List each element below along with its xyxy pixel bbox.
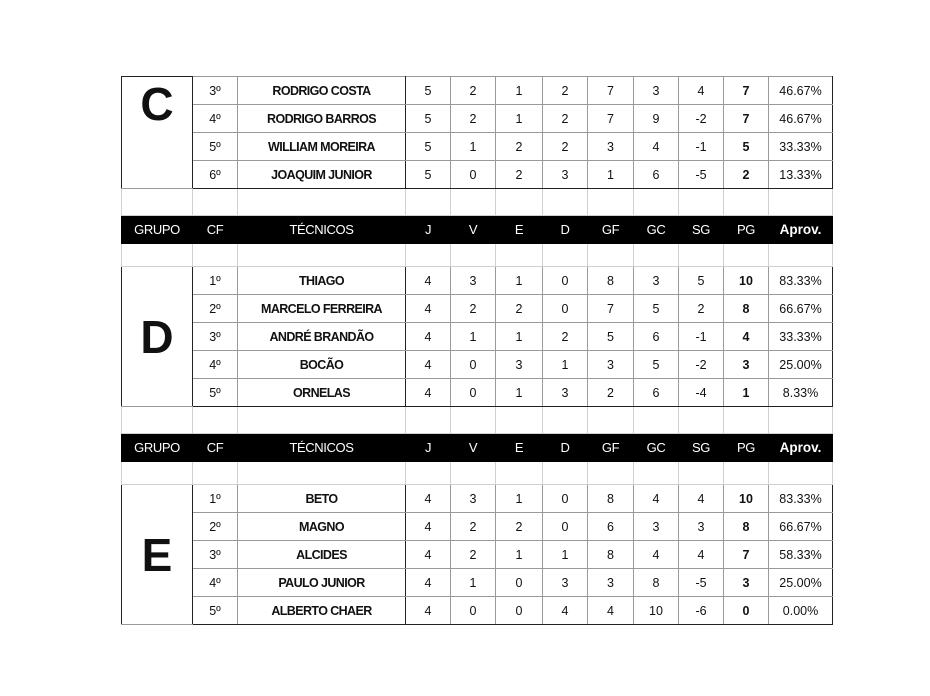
cell-aprov: 13.33%	[769, 161, 833, 189]
cell-name: MAGNO	[238, 513, 406, 541]
cell-pg: 1	[724, 379, 769, 407]
cell-pg: 3	[724, 351, 769, 379]
cell-cf: 3º	[193, 77, 238, 105]
cell-j: 4	[406, 541, 451, 569]
cell-sg: -1	[679, 133, 724, 161]
cell-j: 5	[406, 77, 451, 105]
cell-name: ANDRÉ BRANDÃO	[238, 323, 406, 351]
header-tecnicos: TÉCNICOS	[238, 216, 406, 244]
cell-cf: 4º	[193, 569, 238, 597]
cell-d: 3	[543, 161, 588, 189]
spacer-row	[122, 244, 833, 267]
cell-j: 4	[406, 513, 451, 541]
cell-sg: 4	[679, 77, 724, 105]
table-row	[122, 267, 833, 295]
cell-gf: 5	[588, 323, 634, 351]
header-v: V	[451, 434, 496, 462]
cell-gf: 8	[588, 267, 634, 295]
cell-gf: 8	[588, 541, 634, 569]
cell-e: 2	[496, 295, 543, 323]
cell-sg: -1	[679, 323, 724, 351]
cell-d: 0	[543, 485, 588, 513]
cell-pg: 7	[724, 77, 769, 105]
header-grupo: GRUPO	[122, 434, 193, 462]
cell-v: 3	[451, 267, 496, 295]
cell-sg: -2	[679, 105, 724, 133]
cell-gf: 6	[588, 513, 634, 541]
cell-cf: 6º	[193, 161, 238, 189]
header-gc: GC	[634, 216, 679, 244]
cell-d: 2	[543, 323, 588, 351]
cell-v: 2	[451, 77, 496, 105]
header-row	[122, 434, 833, 462]
cell-d: 3	[543, 379, 588, 407]
cell-e: 1	[496, 379, 543, 407]
cell-sg: -2	[679, 351, 724, 379]
cell-e: 2	[496, 133, 543, 161]
cell-j: 5	[406, 161, 451, 189]
cell-aprov: 46.67%	[769, 77, 833, 105]
spacer-row	[122, 407, 833, 434]
cell-sg: 2	[679, 295, 724, 323]
group-letter: C	[122, 77, 193, 189]
cell-aprov: 46.67%	[769, 105, 833, 133]
cell-name: PAULO JUNIOR	[238, 569, 406, 597]
cell-gc: 3	[634, 267, 679, 295]
header-pg: PG	[724, 434, 769, 462]
cell-gc: 6	[634, 323, 679, 351]
cell-pg: 2	[724, 161, 769, 189]
header-j: J	[406, 216, 451, 244]
cell-aprov: 58.33%	[769, 541, 833, 569]
cell-d: 2	[543, 77, 588, 105]
cell-gc: 4	[634, 485, 679, 513]
table-row	[122, 351, 833, 379]
cell-gf: 4	[588, 597, 634, 625]
cell-gc: 3	[634, 513, 679, 541]
cell-gf: 8	[588, 485, 634, 513]
cell-d: 1	[543, 351, 588, 379]
cell-j: 5	[406, 133, 451, 161]
cell-j: 4	[406, 569, 451, 597]
cell-gc: 10	[634, 597, 679, 625]
cell-cf: 3º	[193, 323, 238, 351]
cell-cf: 1º	[193, 485, 238, 513]
cell-v: 2	[451, 513, 496, 541]
cell-pg: 4	[724, 323, 769, 351]
cell-j: 4	[406, 295, 451, 323]
cell-cf: 4º	[193, 351, 238, 379]
cell-gf: 7	[588, 295, 634, 323]
header-j: J	[406, 434, 451, 462]
cell-v: 1	[451, 133, 496, 161]
cell-e: 0	[496, 597, 543, 625]
cell-pg: 5	[724, 133, 769, 161]
table-row	[122, 295, 833, 323]
cell-name: BETO	[238, 485, 406, 513]
cell-aprov: 25.00%	[769, 351, 833, 379]
cell-v: 0	[451, 351, 496, 379]
cell-j: 4	[406, 267, 451, 295]
cell-pg: 3	[724, 569, 769, 597]
cell-sg: 4	[679, 485, 724, 513]
header-gf: GF	[588, 434, 634, 462]
spacer-row	[122, 189, 833, 216]
group-letter: E	[122, 485, 193, 625]
cell-gc: 6	[634, 379, 679, 407]
cell-gc: 4	[634, 133, 679, 161]
cell-name: THIAGO	[238, 267, 406, 295]
cell-e: 1	[496, 485, 543, 513]
header-pg: PG	[724, 216, 769, 244]
cell-v: 1	[451, 323, 496, 351]
cell-name: RODRIGO COSTA	[238, 77, 406, 105]
cell-pg: 10	[724, 267, 769, 295]
cell-j: 5	[406, 105, 451, 133]
header-cf: CF	[193, 216, 238, 244]
header-grupo: GRUPO	[122, 216, 193, 244]
cell-d: 0	[543, 513, 588, 541]
cell-e: 3	[496, 351, 543, 379]
table-row	[122, 513, 833, 541]
table-row	[122, 597, 833, 625]
cell-pg: 10	[724, 485, 769, 513]
cell-e: 2	[496, 161, 543, 189]
cell-e: 1	[496, 541, 543, 569]
cell-aprov: 66.67%	[769, 295, 833, 323]
cell-v: 2	[451, 295, 496, 323]
cell-v: 2	[451, 541, 496, 569]
cell-name: ALBERTO CHAER	[238, 597, 406, 625]
cell-gf: 7	[588, 105, 634, 133]
cell-v: 1	[451, 569, 496, 597]
cell-name: RODRIGO BARROS	[238, 105, 406, 133]
cell-name: MARCELO FERREIRA	[238, 295, 406, 323]
cell-cf: 5º	[193, 133, 238, 161]
cell-sg: 4	[679, 541, 724, 569]
header-d: D	[543, 434, 588, 462]
cell-gc: 8	[634, 569, 679, 597]
cell-cf: 5º	[193, 379, 238, 407]
cell-gc: 9	[634, 105, 679, 133]
cell-gc: 5	[634, 295, 679, 323]
cell-sg: -4	[679, 379, 724, 407]
cell-gc: 3	[634, 77, 679, 105]
spacer-row	[122, 462, 833, 485]
cell-d: 2	[543, 133, 588, 161]
cell-e: 1	[496, 323, 543, 351]
cell-d: 2	[543, 105, 588, 133]
cell-e: 0	[496, 569, 543, 597]
cell-aprov: 66.67%	[769, 513, 833, 541]
cell-pg: 7	[724, 105, 769, 133]
cell-cf: 1º	[193, 267, 238, 295]
header-e: E	[496, 216, 543, 244]
header-sg: SG	[679, 216, 724, 244]
cell-aprov: 83.33%	[769, 485, 833, 513]
header-d: D	[543, 216, 588, 244]
table-row	[122, 105, 833, 133]
cell-aprov: 33.33%	[769, 323, 833, 351]
cell-v: 0	[451, 379, 496, 407]
cell-e: 1	[496, 105, 543, 133]
cell-pg: 8	[724, 513, 769, 541]
group-letter: D	[122, 267, 193, 407]
cell-pg: 0	[724, 597, 769, 625]
cell-gf: 2	[588, 379, 634, 407]
standings-table	[121, 76, 833, 625]
cell-v: 3	[451, 485, 496, 513]
cell-aprov: 25.00%	[769, 569, 833, 597]
cell-d: 1	[543, 541, 588, 569]
table-row	[122, 161, 833, 189]
cell-gc: 6	[634, 161, 679, 189]
header-row	[122, 216, 833, 244]
cell-j: 4	[406, 379, 451, 407]
cell-cf: 2º	[193, 295, 238, 323]
header-sg: SG	[679, 434, 724, 462]
cell-cf: 2º	[193, 513, 238, 541]
cell-sg: -5	[679, 569, 724, 597]
header-aprov: Aprov.	[769, 434, 833, 462]
cell-gc: 5	[634, 351, 679, 379]
cell-v: 0	[451, 161, 496, 189]
cell-e: 1	[496, 267, 543, 295]
cell-aprov: 8.33%	[769, 379, 833, 407]
cell-name: ORNELAS	[238, 379, 406, 407]
cell-d: 0	[543, 267, 588, 295]
cell-cf: 4º	[193, 105, 238, 133]
cell-name: WILLIAM MOREIRA	[238, 133, 406, 161]
cell-d: 3	[543, 569, 588, 597]
cell-sg: 5	[679, 267, 724, 295]
cell-v: 0	[451, 597, 496, 625]
header-e: E	[496, 434, 543, 462]
cell-gf: 3	[588, 133, 634, 161]
cell-sg: -5	[679, 161, 724, 189]
cell-d: 4	[543, 597, 588, 625]
cell-aprov: 0.00%	[769, 597, 833, 625]
cell-gf: 7	[588, 77, 634, 105]
cell-j: 4	[406, 597, 451, 625]
cell-cf: 5º	[193, 597, 238, 625]
table-row	[122, 323, 833, 351]
header-v: V	[451, 216, 496, 244]
cell-gf: 1	[588, 161, 634, 189]
header-gc: GC	[634, 434, 679, 462]
cell-v: 2	[451, 105, 496, 133]
header-gf: GF	[588, 216, 634, 244]
cell-gf: 3	[588, 569, 634, 597]
cell-pg: 7	[724, 541, 769, 569]
header-cf: CF	[193, 434, 238, 462]
table-row	[122, 485, 833, 513]
cell-e: 1	[496, 77, 543, 105]
cell-name: ALCIDES	[238, 541, 406, 569]
table-row	[122, 133, 833, 161]
cell-sg: -6	[679, 597, 724, 625]
table-row	[122, 77, 833, 105]
table-row	[122, 541, 833, 569]
cell-e: 2	[496, 513, 543, 541]
cell-aprov: 33.33%	[769, 133, 833, 161]
cell-j: 4	[406, 323, 451, 351]
cell-name: JOAQUIM JUNIOR	[238, 161, 406, 189]
cell-aprov: 83.33%	[769, 267, 833, 295]
cell-j: 4	[406, 351, 451, 379]
cell-sg: 3	[679, 513, 724, 541]
cell-pg: 8	[724, 295, 769, 323]
cell-j: 4	[406, 485, 451, 513]
cell-name: BOCÃO	[238, 351, 406, 379]
cell-d: 0	[543, 295, 588, 323]
cell-cf: 3º	[193, 541, 238, 569]
table-row	[122, 379, 833, 407]
cell-gf: 3	[588, 351, 634, 379]
header-aprov: Aprov.	[769, 216, 833, 244]
table-row	[122, 569, 833, 597]
header-tecnicos: TÉCNICOS	[238, 434, 406, 462]
cell-gc: 4	[634, 541, 679, 569]
